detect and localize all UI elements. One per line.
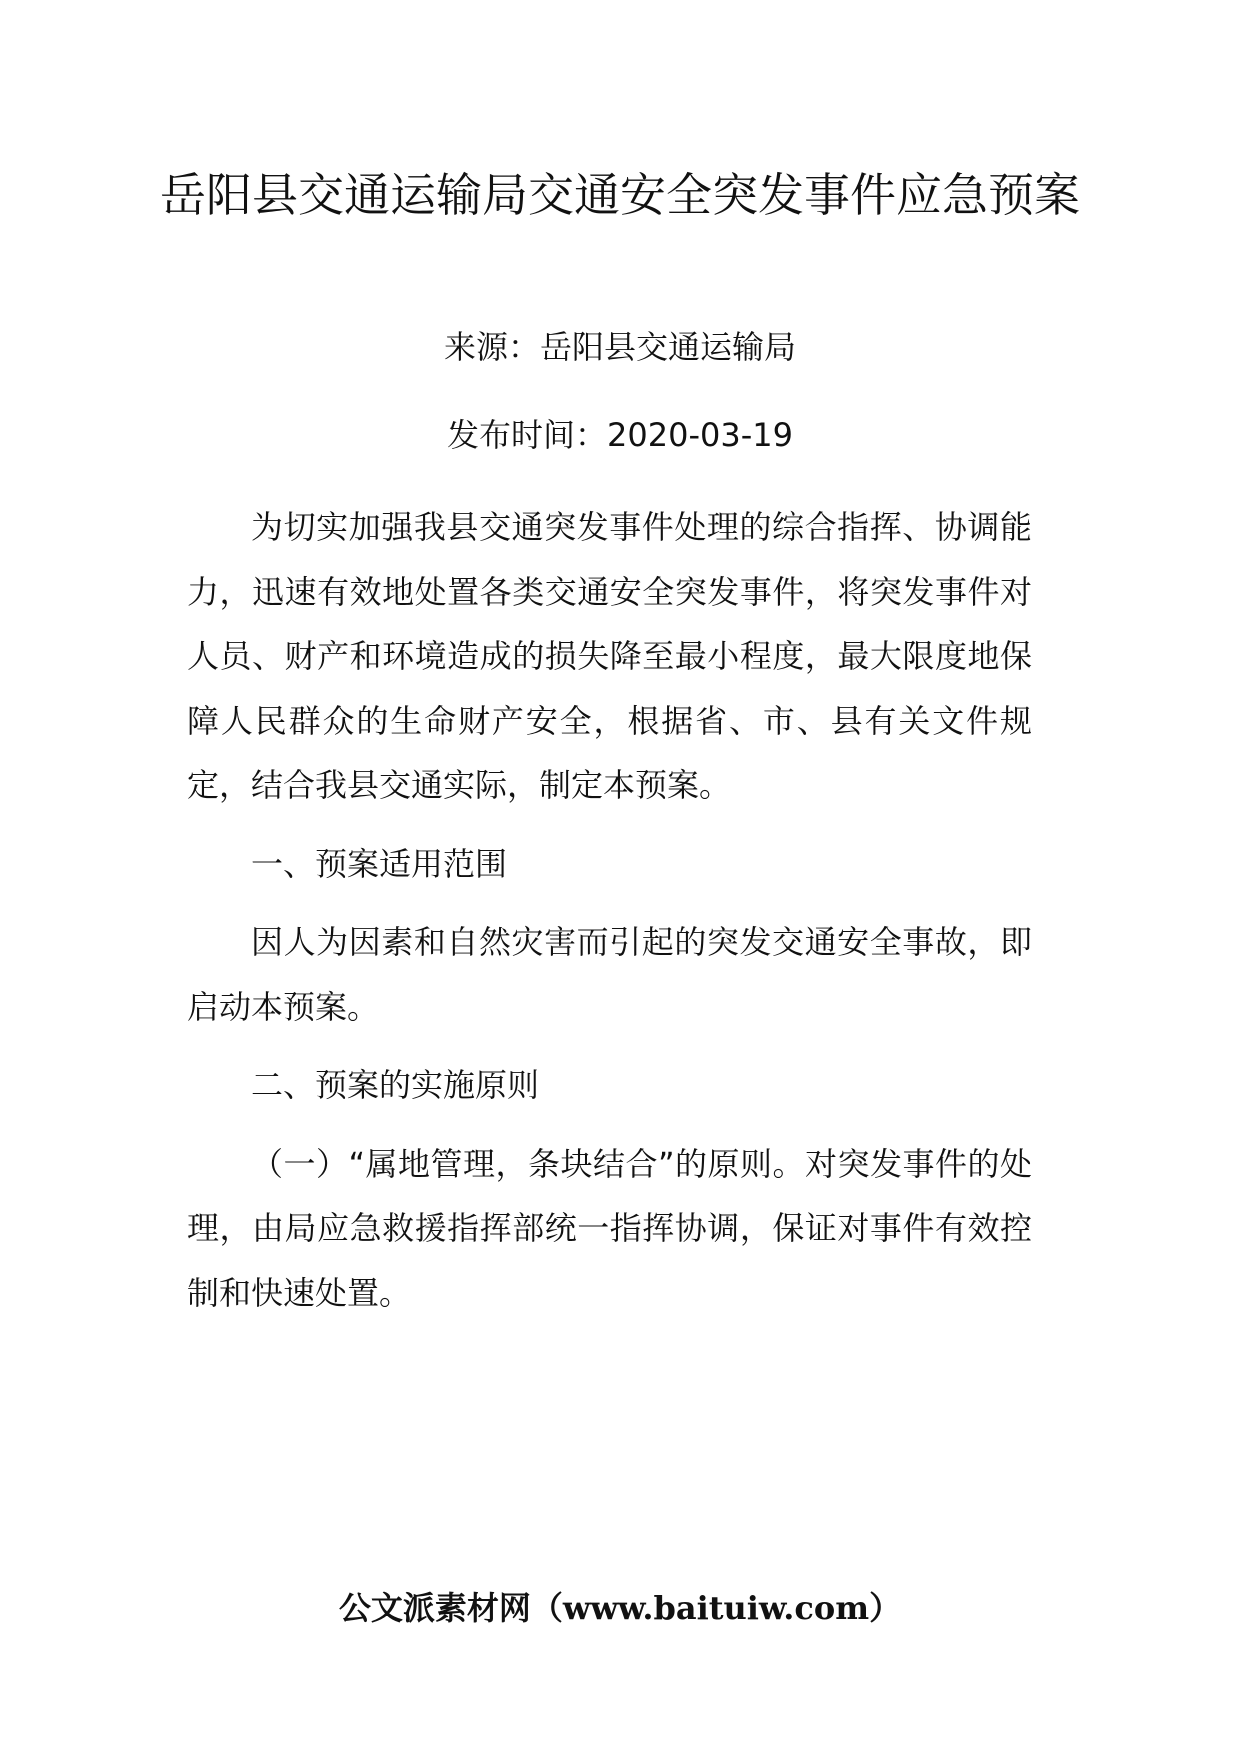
paragraph-scope: 因人为因素和自然灾害而引起的突发交通安全事故，即启动本预案。 (187, 923, 1032, 1026)
document-source: 来源：岳阳县交通运输局 (443, 328, 796, 366)
document-publish-date: 发布时间：2020-03-19 (447, 416, 793, 454)
paragraph-intro: 为切实加强我县交通突发事件处理的综合指挥、协调能力，迅速有效地处置各类交通安全突发事件，将突发事件对人员、财产和环境造成的损失降至最小程度，最大限度地保障人民群众的生命财产安全，根据省、市、县有关文件规定，结合我县交通实际，制定本预案。 (187, 508, 1032, 804)
section-heading-principles: 二、预案的实施原则 (251, 1066, 540, 1104)
footer-watermark: 公文派素材网（www.baituiw.com） (338, 1589, 902, 1627)
section-heading-scope: 一、预案适用范围 (251, 844, 508, 883)
document-body (187, 495, 1032, 1325)
paragraph-principle-1: （一）“属地管理，条块结合”的原则。对突发事件的处理，由局应急救援指挥部统一指挥协调，保证对事件有效控制和快速处置。 (187, 1144, 1032, 1312)
document-title: 岳阳县交通运输局交通安全突发事件应急预案 (160, 168, 1080, 222)
